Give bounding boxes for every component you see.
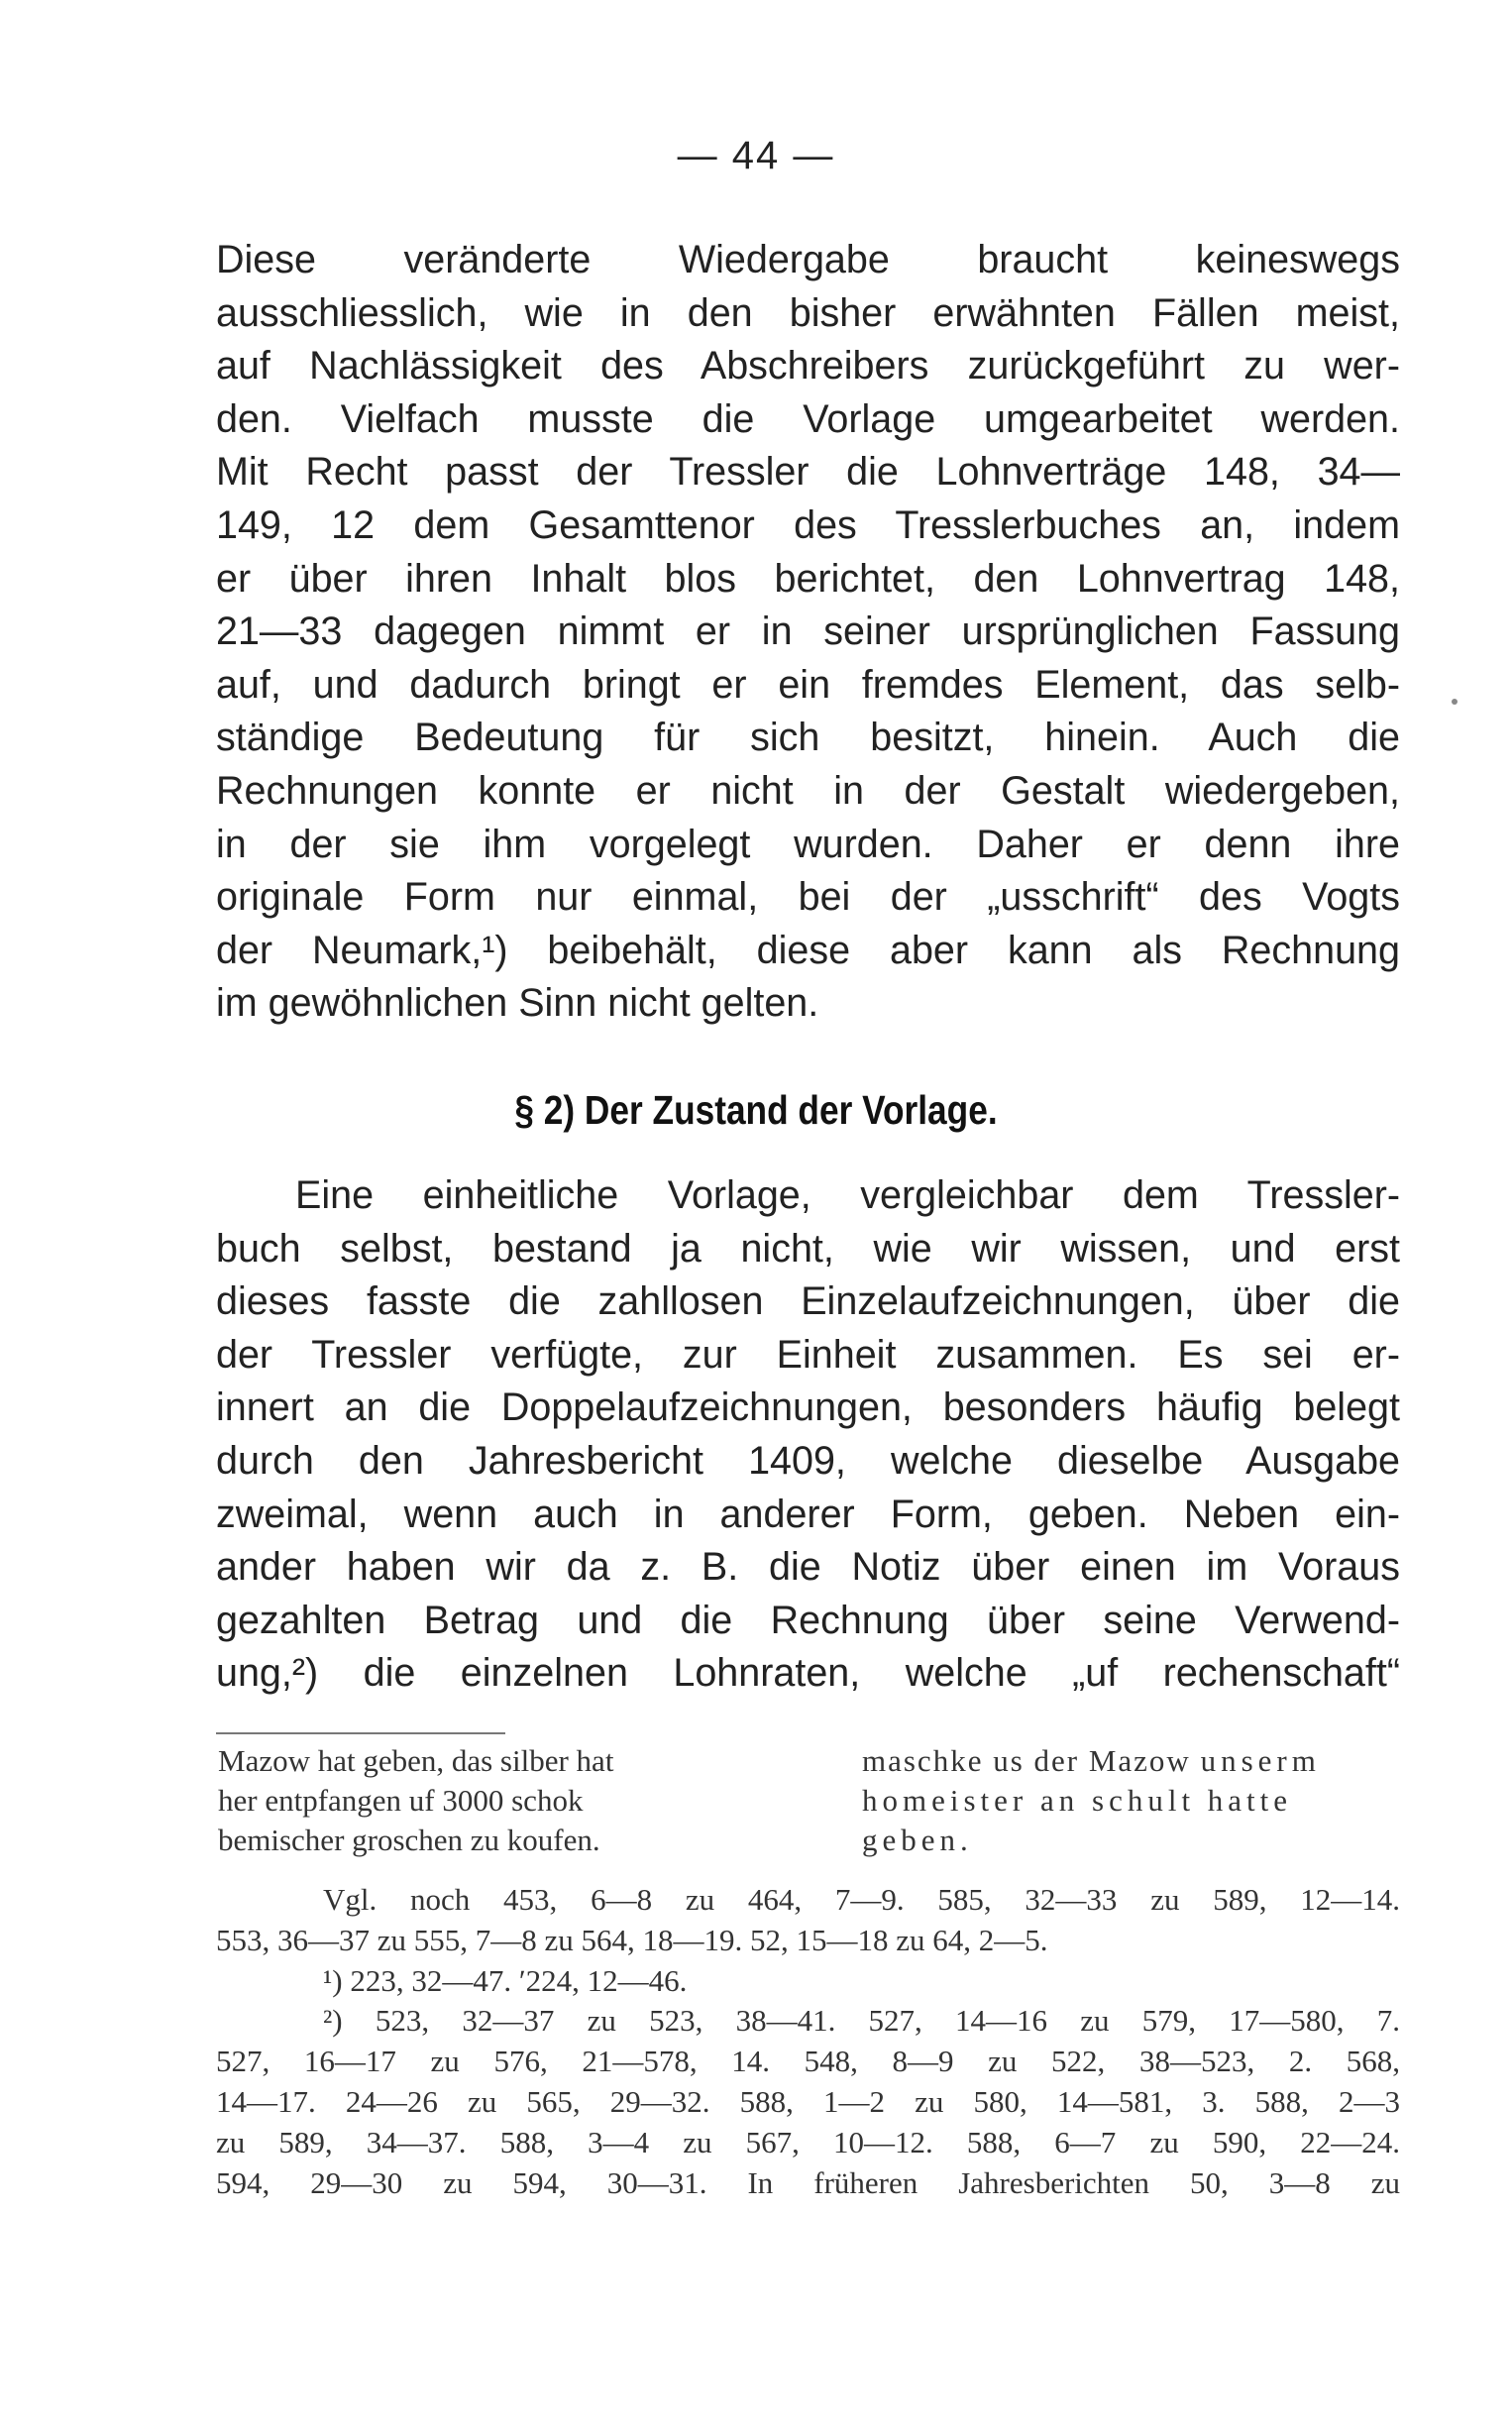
quote-line <box>862 1741 1402 1781</box>
text-line: den. Vielfach musste die Vorlage umgearbeitet werden. <box>216 396 1400 441</box>
footnote-line: 553, 36—37 zu 555, 7—8 zu 564, 18—19. 52, 15—18 zu 64, 2—5. <box>216 1922 1048 1957</box>
text-line: auf Nachlässigkeit des Abschreibers zurückgeführt zu wer- <box>216 344 1400 388</box>
text-line: Diese veränderte Wiedergabe braucht keineswegs <box>216 238 1400 281</box>
text-line: durch den Jahresbericht 1409, welche dieselbe Ausgabe <box>216 1438 1400 1483</box>
footnote-line: 594, 29—30 zu 594, 30—31. In früheren Jahresberichten 50, 3—8 zu <box>216 2164 1400 2200</box>
text-line: innert an die Doppelaufzeichnungen, besonders häufig belegt <box>216 1385 1400 1430</box>
footnote-line: 527, 16—17 zu 576, 21—578, 14. 548, 8—9 zu 522, 38—523, 2. 568, <box>216 2044 1400 2079</box>
paragraph-2 <box>216 1169 1400 1701</box>
text-line: Eine einheitliche Vorlage, vergleichbar dem Tressler- <box>295 1173 1400 1217</box>
footnote-line: ²) 523, 32—37 zu 523, 38—41. 527, 14—16 zu 579, 17—580, 7. <box>323 2003 1400 2039</box>
footnotes <box>216 1880 1400 2203</box>
footnote-quote-left <box>218 1741 773 1860</box>
quote-text: maschke us der Mazow <box>862 1743 1201 1778</box>
footnote-divider <box>216 1732 505 1734</box>
quote-line: homeister an schult hatte <box>862 1783 1293 1818</box>
footnote-line: 14—17. 24—26 zu 565, 29—32. 588, 1—2 zu 580, 14—581, 3. 588, 2—3 <box>216 2083 1400 2119</box>
paragraph-1 <box>216 234 1400 1031</box>
text-line: zweimal, wenn auch in anderer Form, geben. Neben ein- <box>216 1492 1400 1536</box>
footnote-line: zu 589, 34—37. 588, 3—4 zu 567, 10—12. 588, 6—7 zu 590, 22—24. <box>216 2124 1400 2159</box>
text-line: in der sie ihm vorgelegt wurden. Daher er denn ihre <box>216 822 1400 866</box>
section-heading: § 2) Der Zustand der Vorlage. <box>514 1087 998 1133</box>
text-line: 21—33 dagegen nimmt er in seiner ursprünglichen Fassung <box>216 609 1400 654</box>
quote-line: Mazow hat geben, das silber hat <box>218 1743 614 1778</box>
text-line: der Tressler verfügte, zur Einheit zusammen. Es sei er- <box>216 1332 1400 1377</box>
text-line: dieses fasste die zahllosen Einzelaufzeichnungen, über die <box>216 1279 1400 1324</box>
text-line: ständige Bedeutung für sich besitzt, hinein. Auch die <box>216 716 1400 760</box>
footnote-quote-right <box>862 1741 1402 1860</box>
text-line: im gewöhnlichen Sinn nicht gelten. <box>216 981 819 1026</box>
text-line: ander haben wir da z. B. die Notiz über einen im Voraus <box>216 1545 1400 1590</box>
text-line: buch selbst, bestand ja nicht, wie wir wissen, und erst <box>216 1226 1400 1271</box>
text-line: Mit Recht passt der Tressler die Lohnverträge 148, 34— <box>216 450 1400 495</box>
quote-line: her entpfangen uf 3000 schok <box>218 1783 584 1818</box>
text-line: der Neumark,¹) beibehält, diese aber kann als Rechnung <box>216 928 1400 972</box>
text-line: ausschliesslich, wie in den bisher erwähnten Fällen meist, <box>216 290 1400 335</box>
text-line: auf, und dadurch bringt er ein fremdes Element, das selb- <box>216 662 1400 707</box>
margin-mark <box>1452 699 1458 705</box>
page-number: — 44 — <box>677 134 835 177</box>
text-line: 149, 12 dem Gesamttenor des Tresslerbuches an, indem <box>216 502 1400 547</box>
text-line: ung,²) die einzelnen Lohnraten, welche „uf rechenschaft“ <box>216 1651 1400 1696</box>
quote-line: geben. <box>862 1823 973 1857</box>
quote-line: bemischer groschen zu koufen. <box>218 1823 600 1857</box>
text-line: er über ihren Inhalt blos berichtet, den Lohnvertrag 148, <box>216 556 1400 601</box>
footnote-line: ¹) 223, 32—47. ʹ224, 12—46. <box>323 1962 688 1998</box>
text-line: Rechnungen konnte er nicht in der Gestalt wiedergeben, <box>216 768 1400 813</box>
footnote-line: Vgl. noch 453, 6—8 zu 464, 7—9. 585, 32—33 zu 589, 12—14. <box>323 1882 1400 1917</box>
text-line: originale Form nur einmal, bei der „usschrift“ des Vogts <box>216 875 1400 920</box>
quote-text-spaced: unserm <box>1200 1743 1321 1778</box>
text-line: gezahlten Betrag und die Rechnung über seine Verwend- <box>216 1598 1400 1642</box>
